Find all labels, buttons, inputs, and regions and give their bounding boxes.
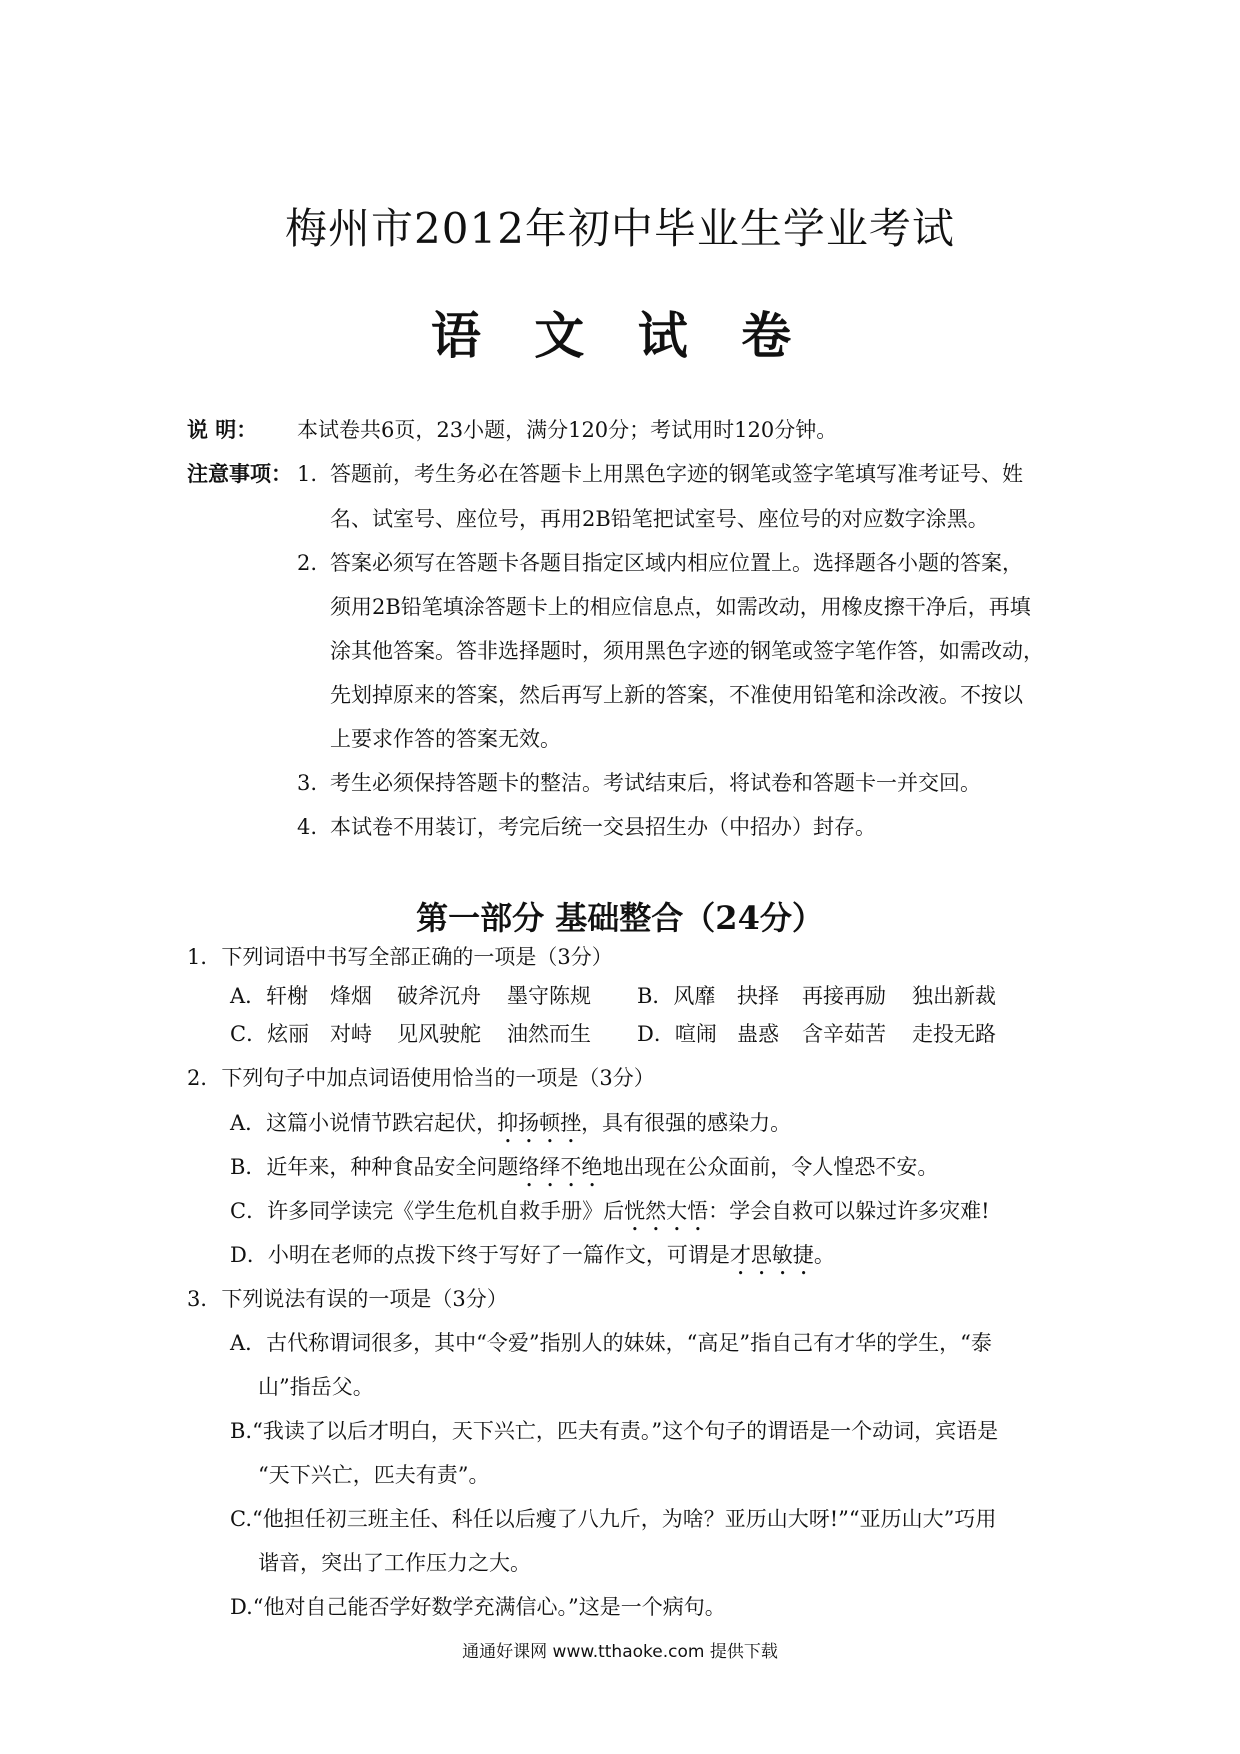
- shuoming-label: 说 明：: [187, 417, 258, 442]
- note-number: 3.: [297, 771, 318, 795]
- q1-option-c-word: 对峙: [330, 1022, 372, 1046]
- q3-option-d-line: D.“他对自己能否学好数学充满信心。”这是一个病句。: [230, 1595, 726, 1619]
- note-line: 答案必须写在答题卡各题目指定区域内相应位置上。选择题各小题的答案，: [330, 551, 1023, 575]
- note-line: 名、试室号、座位号，再用2B铅笔把试室号、座位号的对应数字涂黑。: [330, 507, 989, 531]
- q2-option-a-dotted-words: 抑扬顿挫: [497, 1111, 582, 1135]
- q2-option-a-text-end: ，具有很强的感染力。: [581, 1111, 792, 1135]
- q2-option-d-text-end: 。: [813, 1243, 835, 1267]
- q3-option-b-line: B.“我读了以后才明白，天下兴亡，匹夫有责。”这个句子的谓语是一个动词，宾语是: [230, 1419, 999, 1443]
- shuoming-text: 本试卷共6页，23小题，满分120分；考试用时120分钟。: [297, 418, 838, 442]
- q1-option-a-word: A．轩榭: [230, 984, 309, 1008]
- q1-option-d-word: 蛊惑: [737, 1022, 779, 1046]
- q3-option-b-line: “天下兴亡，匹夫有责”。: [258, 1463, 490, 1487]
- q2-option-b: [230, 1153, 938, 1192]
- q1-option-a-word: 烽烟: [330, 984, 372, 1008]
- q1-option-c-word: 油然而生: [507, 1022, 591, 1046]
- notes-label: 注意事项：: [187, 461, 292, 486]
- q2-option-b-text: B．近年来，种种食品安全问题: [230, 1155, 519, 1179]
- q2-option-b-dotted-words: 络绎不绝: [518, 1155, 603, 1179]
- q1-option-b-word: 独出新裁: [912, 984, 996, 1008]
- note-line: 先划掉原来的答案，然后再写上新的答案，不准使用铅笔和涂改液。不按以: [330, 683, 1023, 707]
- note-line: 考生必须保持答题卡的整洁。考试结束后，将试卷和答题卡一并交回。: [330, 771, 981, 795]
- q1-option-d-word: 含辛茹苦: [802, 1022, 886, 1046]
- q3-option-a-line: A．古代称谓词很多，其中“令爱”指别人的妹妹，“高足”指自己有才华的学生，“泰: [230, 1331, 992, 1355]
- q3-option-c-line: C.“他担任初三班主任、科任以后瘦了八九斤，为啥？亚历山大呀!”“亚历山大”巧用: [230, 1507, 997, 1531]
- section-title: 第一部分 基础整合（24分）: [416, 899, 824, 937]
- q2-option-d: [230, 1241, 835, 1280]
- q2-option-c-text: C．许多同学读完《学生危机自救手册》后: [230, 1199, 625, 1223]
- q2-option-c-dotted-words: 恍然大悟: [624, 1199, 709, 1223]
- note-line: 涂其他答案。答非选择题时，须用黑色字迹的钢笔或签字笔作答，如需改动，: [330, 639, 1044, 663]
- q2-option-a: [230, 1109, 791, 1148]
- q1-option-b-word: B．风靡: [637, 984, 716, 1008]
- note-number: 4.: [297, 815, 318, 839]
- q1-option-b-word: 再接再励: [802, 984, 886, 1008]
- q2-option-b-text-end: 地出现在公众面前，令人惶恐不安。: [602, 1155, 939, 1179]
- q1-option-a-word: 破斧沉舟: [397, 984, 481, 1008]
- note-line: 本试卷不用装订，考完后统一交县招生办（中招办）封存。: [330, 815, 876, 839]
- note-number: 2.: [297, 551, 318, 575]
- q3-option-a-line: 山”指岳父。: [258, 1375, 374, 1399]
- note-line: 上要求作答的答案无效。: [330, 727, 561, 751]
- q2-option-d-text: D．小明在老师的点拨下终于写好了一篇作文，可谓是: [230, 1243, 730, 1267]
- note-number: 1.: [297, 462, 318, 486]
- footer-download-note: 通通好课网 www.tthaoke.com 提供下载: [462, 1642, 778, 1662]
- question-1-stem: 1．下列词语中书写全部正确的一项是（3分）: [187, 945, 613, 969]
- q3-option-c-line: 谐音，突出了工作压力之大。: [258, 1551, 531, 1575]
- note-line: 须用2B铅笔填涂答题卡上的相应信息点，如需改动，用橡皮擦干净后，再填: [330, 595, 1031, 619]
- exam-title: 梅州市2012年初中毕业生学业考试: [285, 204, 955, 253]
- q1-option-c-word: C．炫丽: [230, 1022, 310, 1046]
- q2-option-d-dotted-words: 才思敏捷: [729, 1243, 814, 1267]
- q1-option-a-word: 墨守陈规: [507, 984, 591, 1008]
- q2-option-c-text-end: ：学会自救可以躲过许多灾难!: [708, 1199, 990, 1223]
- q1-option-b-word: 抉择: [737, 984, 779, 1008]
- note-line: 答题前，考生务必在答题卡上用黑色字迹的钢笔或签字笔填写准考证号、姓: [330, 462, 1023, 486]
- q1-option-d-word: D．喧闹: [637, 1022, 717, 1046]
- question-3-stem: 3．下列说法有误的一项是（3分）: [187, 1287, 508, 1311]
- q2-option-a-text: A．这篇小说情节跌宕起伏，: [230, 1111, 498, 1135]
- q1-option-c-word: 见风驶舵: [397, 1022, 481, 1046]
- exam-subject-title: 语 文 试 卷: [430, 306, 810, 365]
- q2-option-c: [230, 1197, 990, 1236]
- q1-option-d-word: 走投无路: [912, 1022, 996, 1046]
- question-2-stem: 2．下列句子中加点词语使用恰当的一项是（3分）: [187, 1066, 655, 1090]
